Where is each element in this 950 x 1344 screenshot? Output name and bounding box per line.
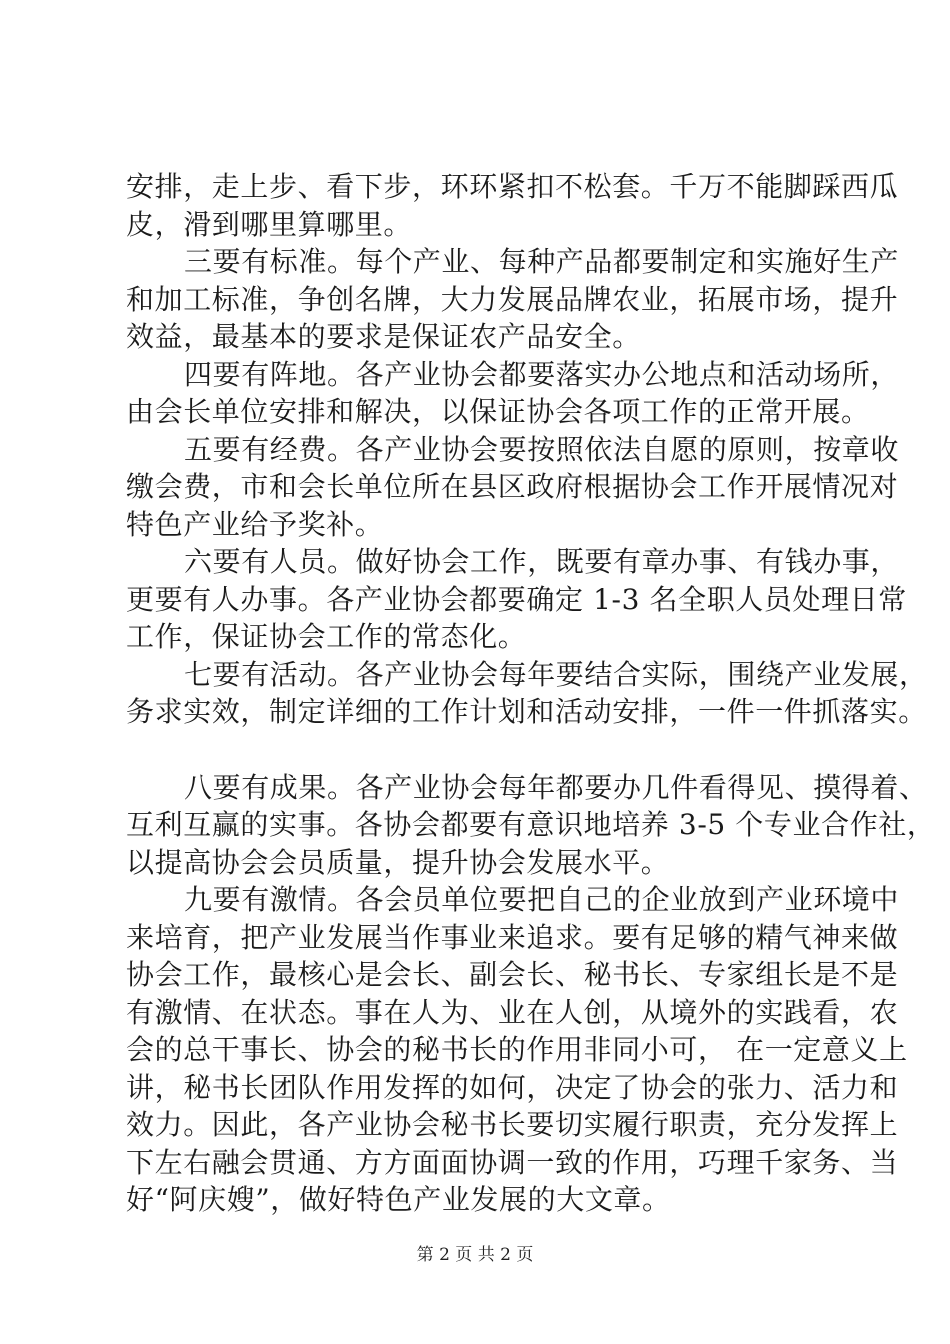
text-line: 安排，走上步、看下步，环环紧扣不松套。千万不能脚踩西瓜 [126,170,899,203]
text-line: 有激情、在状态。事在人为、业在人创，从境外的实践看，农 [126,995,899,1029]
text-line: 下左右融会贯通、方方面面协调一致的作用，巧理千家务、当 [126,1145,899,1179]
text-line: 由会长单位安排和解决，以保证协会各项工作的正常开展。 [126,395,870,428]
page-number-footer: 第 2 页 共 2 页 [416,1245,534,1265]
text-line: 效益，最基本的要求是保证农产品安全。 [126,320,641,353]
text-line: 协会工作，最核心是会长、副会长、秘书长、专家组长是不是 [126,958,899,991]
paragraph-start-line: 三要有标准。每个产业、每种产品都要制定和实施好生产 [184,245,900,278]
paragraph-start-line: 八要有成果。各产业协会每年都要办几件看得见、摸得着、 [184,770,928,804]
text-line: 缴会费，市和会长单位所在县区政府根据协会工作开展情况对 [126,470,899,503]
text-line: 更要有人办事。各产业协会都要确定 1-3 名全职人员处理日常 [126,582,907,616]
paragraph-start-line: 五要有经费。各产业协会要按照依法自愿的原则，按章收 [184,432,900,466]
paragraph-start-line: 四要有阵地。各产业协会都要落实办公地点和活动场所， [184,357,900,391]
text-line: 和加工标准，争创名牌，大力发展品牌农业，拓展市场，提升 [126,282,899,316]
text-line: 会的总干事长、协会的秘书长的作用非同小可， 在一定意义上 [126,1033,908,1066]
paragraph-start-line: 六要有人员。做好协会工作，既要有章办事、有钱办事， [184,545,900,578]
text-line: 皮，滑到哪里算哪里。 [126,207,413,241]
text-line: 互利互赢的实事。各协会都要有意识地培养 3-5 个专业合作社， [126,808,936,841]
text-line: 来培育，把产业发展当作事业来追求。要有足够的精气神来做 [126,920,899,954]
text-line: 工作，保证协会工作的常态化。 [126,620,527,653]
document-body [126,168,936,1219]
paragraph-gap [126,731,856,769]
paragraph-start-line: 九要有激情。各会员单位要把自己的企业放到产业环境中 [184,883,900,916]
text-line: 特色产业给予奖补。 [126,507,384,541]
text-line: 好“阿庆嫂”，做好特色产业发展的大文章。 [126,1183,671,1216]
text-line: 务求实效，制定详细的工作计划和活动安排，一件一件抓落实。 [126,695,927,728]
text-line: 效力。因此，各产业协会秘书长要切实履行职责，充分发挥上 [126,1108,899,1141]
text-line: 讲，秘书长团队作用发挥的如何，决定了协会的张力、活力和 [126,1070,899,1104]
paragraph-start-line: 七要有活动。各产业协会每年要结合实际，围绕产业发展， [184,657,928,691]
text-line: 以提高协会会员质量，提升协会发展水平。 [126,845,670,879]
